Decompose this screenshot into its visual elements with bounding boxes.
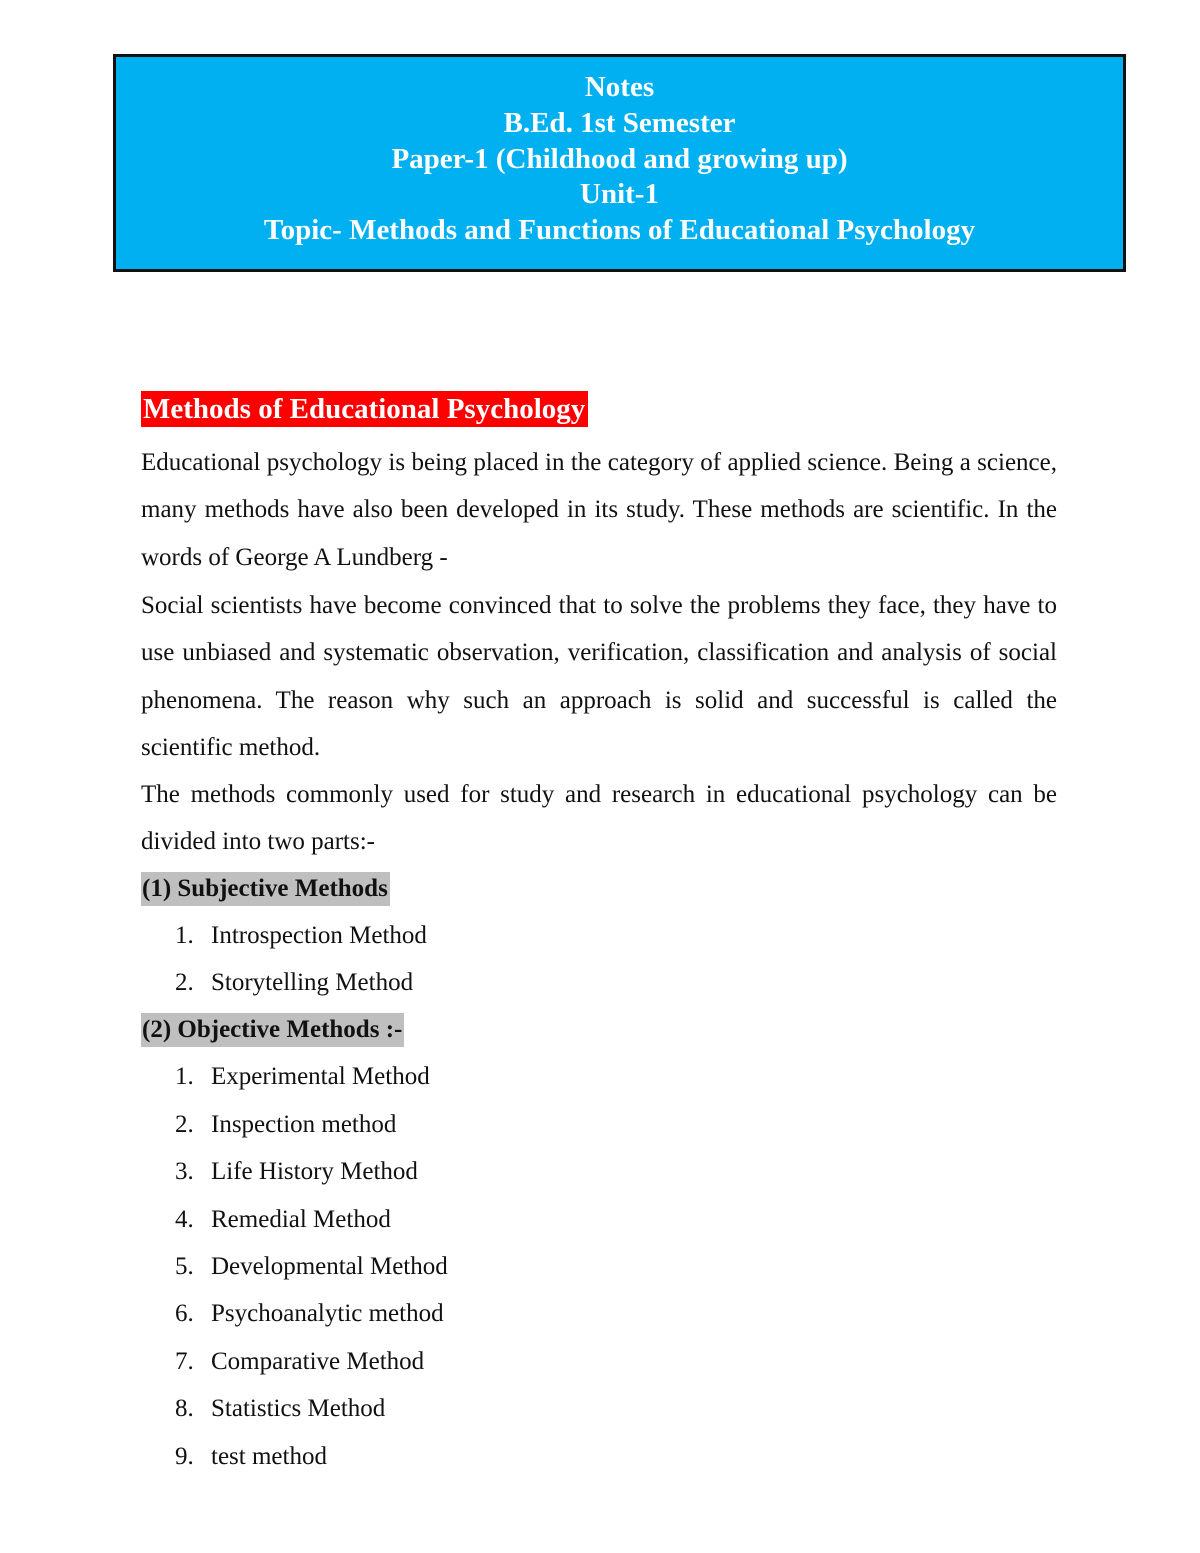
list-item [175,1345,424,1379]
title-paper: Paper-1 (Childhood and growing up) [391,143,848,175]
paragraph-two-parts: The methods commonly used for study and research in educational psychology can be divided into two parts:- [141,781,1057,856]
list-number: 4. [175,1206,194,1233]
list-item [175,1108,396,1142]
paragraph-lundberg-quote: Social scientists have become convinced that to solve the problems they face, they have to use unbiased and systematic observation, verification, classification and analysis of social phenomena. The reason why such an approach is solid and successful is called the scientific method. [141,592,1057,762]
list-label: Comparative Method [211,1348,425,1375]
paragraph-intro: Educational psychology is being placed in the category of applied science. Being a science, many methods have also been developed in its study. These methods are scientific. In the words of George A Lundberg - [141,449,1057,571]
list-label: Remedial Method [211,1206,391,1233]
list-number: 9. [175,1443,194,1470]
list-number: 5. [175,1253,194,1280]
list-number: 2. [175,1111,194,1138]
list-number: 2. [175,969,194,996]
list-number: 8. [175,1395,194,1422]
list-number: 7. [175,1348,194,1375]
list-label: Experimental Method [211,1063,430,1090]
list-item [175,1155,418,1189]
subheading-subjective-methods: (1) Subjective Methods [141,872,390,906]
list-item [175,1250,448,1284]
list-label: Life History Method [211,1158,418,1185]
list-label: Storytelling Method [211,969,414,996]
list-item [175,1060,430,1094]
list-label: Introspection Method [211,922,427,949]
list-item [175,1440,327,1474]
title-box [113,54,1126,272]
list-item [175,1203,391,1237]
title-unit: Unit-1 [580,178,659,210]
title-topic: Topic- Methods and Functions of Educational Psychology [263,214,976,246]
list-number: 3. [175,1158,194,1185]
list-item [175,966,413,1000]
list-item [175,1297,444,1331]
list-label: Inspection method [211,1111,397,1138]
list-number: 1. [175,1063,194,1090]
subheading-objective-methods: (2) Objective Methods :- [141,1013,404,1047]
list-label: Psychoanalytic method [211,1300,444,1327]
list-label: Statistics Method [211,1395,386,1422]
list-item [175,919,427,953]
title-notes: Notes [584,71,655,103]
title-semester: B.Ed. 1st Semester [503,107,736,139]
list-label: Developmental Method [211,1253,448,1280]
list-item [175,1392,385,1426]
section-heading-methods: Methods of Educational Psychology [141,391,588,427]
list-number: 6. [175,1300,194,1327]
list-label: test method [211,1443,327,1470]
list-number: 1. [175,922,194,949]
